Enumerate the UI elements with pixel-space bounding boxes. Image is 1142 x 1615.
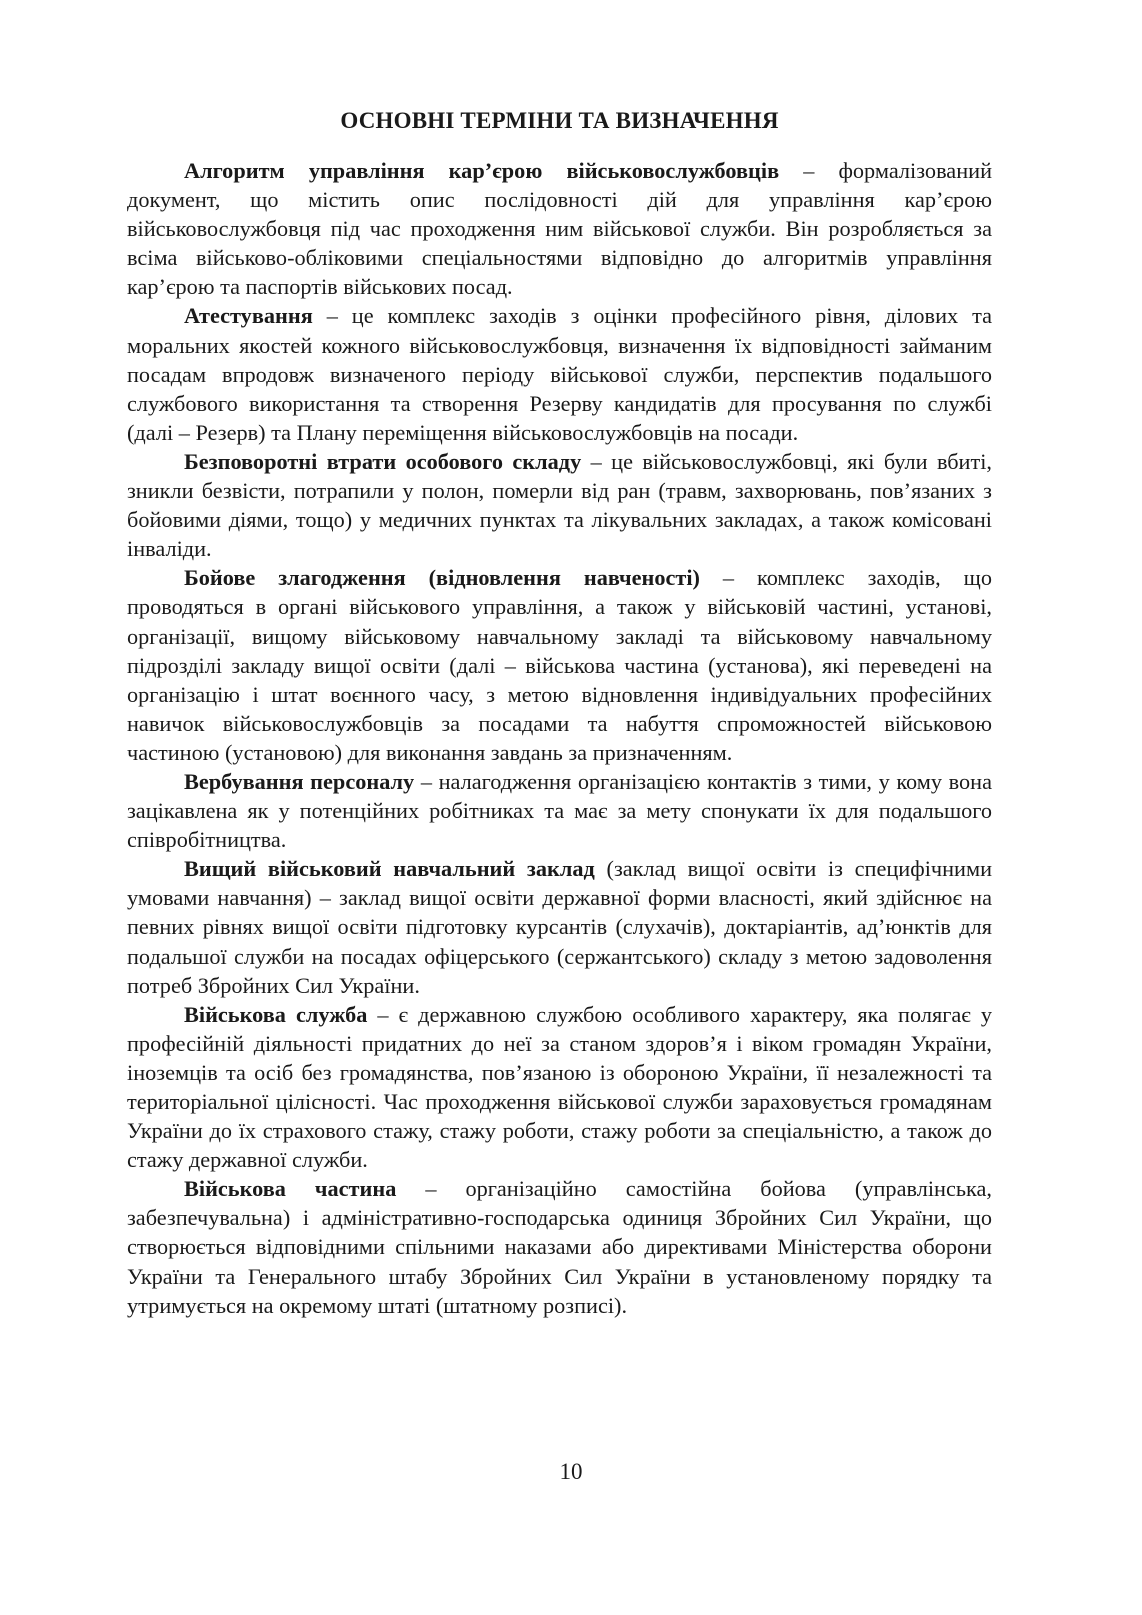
term-entry-combat-cohesion: [127, 563, 992, 767]
term-entry-military-unit: [127, 1174, 992, 1319]
term-name: Військова служба: [184, 1001, 368, 1027]
term-definition: (заклад вищої освіти із специфічними умовами навчання) – заклад вищої освіти державної форми власності, який здійснює на певних рівнях вищої освіти підготовку курсантів (слухачів), доктаріантів, ад’юнктів для подальшої служби на посадах офіцерського (сержантського) складу з метою задоволення потреб Збройних Сил України.: [127, 856, 993, 998]
term-definition: – організаційно самостійна бойова (управлінська, забезпечувальна) і адміністративно-господарська одиниця Збройних Сил України, що створюється відповідними спільними наказами або директивами Міністерства оборони України та Генерального штабу Збройних Сил України в установленому порядку та утримується на окремому штаті (штатному розписі).: [127, 1176, 992, 1318]
term-name: Вищий військовий навчальний заклад: [184, 856, 595, 882]
term-name: Безповоротні втрати особового складу: [184, 448, 582, 474]
term-definition: – налагодження організацією контактів з тими, у кому вона зацікавлена як у потенційних робітниках та має за мету спонукати їх для подальшого співробітництва.: [127, 768, 992, 853]
term-name: Атестування: [184, 303, 313, 329]
term-entry-recruitment: [127, 767, 992, 854]
term-name: Вербування персоналу: [184, 768, 415, 794]
term-definition: – це комплекс заходів з оцінки професійного рівня, ділових та моральних якостей кожного військовослужбовця, визначення їх відповідності займаним посадам впродовж визначеного періоду військової служби, перспектив подальшого службового використання та створення Резерву кандидатів для просування по службі (далі – Резерв) та Плану переміщення військовослужбовців на посади.: [127, 303, 992, 445]
term-definition: – є державною службою особливого характеру, яка полягає у професійній діяльності придатних до неї за станом здоров’я і віком громадян України, іноземців та осіб без громадянства, пов’язаною із обороною України, її незалежності та територіальної цілісності. Час проходження військової служби зараховується громадянам України до їх страхового стажу, стажу роботи, стажу роботи за спеціальністю, а також до стажу державної служби.: [127, 1001, 992, 1173]
document-page: [127, 108, 992, 1320]
term-name: Бойове злагодження (відновлення навченості): [184, 565, 700, 591]
page-title: ОСНОВНІ ТЕРМІНИ ТА ВИЗНАЧЕННЯ: [340, 108, 779, 133]
term-entry-attestation: [127, 301, 992, 446]
term-entry-military-higher-school: [127, 854, 992, 999]
page-number: 10: [559, 1459, 583, 1484]
term-name: Алгоритм управління кар’єрою військовослужбовців: [184, 158, 780, 183]
term-definition: – це військовослужбовці, які були вбиті, зникли безвісти, потрапили у полон, померли від ран (травм, захворювань, пов’язаних з бойовими діями, тощо) у медичних пунктах та лікувальних закладах, а також комісовані інваліди.: [127, 448, 992, 562]
term-entry-career-algorithm: [127, 156, 992, 301]
term-entry-irrecoverable-losses: [127, 447, 992, 563]
term-definition: – формалізований документ, що містить опис послідовності дій для управління кар’єрою військовослужбовця під час проходження ним військової служби. Він розробляється за всіма військово-обліковими спеціальностями відповідно до алгоритмів управління кар’єрою та паспортів військових посад.: [127, 158, 992, 300]
term-name: Військова частина: [184, 1176, 397, 1202]
term-entry-military-service: [127, 1000, 992, 1175]
term-definition: – комплекс заходів, що проводяться в органі військового управління, а також у військовій частині, установі, організації, вищому військовому навчальному закладі та військовому навчальному підрозділі закладу вищої освіти (далі – військова частина (установа), які переведені на організацію і штат воєнного часу, з метою відновлення індивідуальних професійних навичок військовослужбовців за посадами та набуття спроможностей військовою частиною (установою) для виконання завдань за призначенням.: [127, 565, 992, 765]
